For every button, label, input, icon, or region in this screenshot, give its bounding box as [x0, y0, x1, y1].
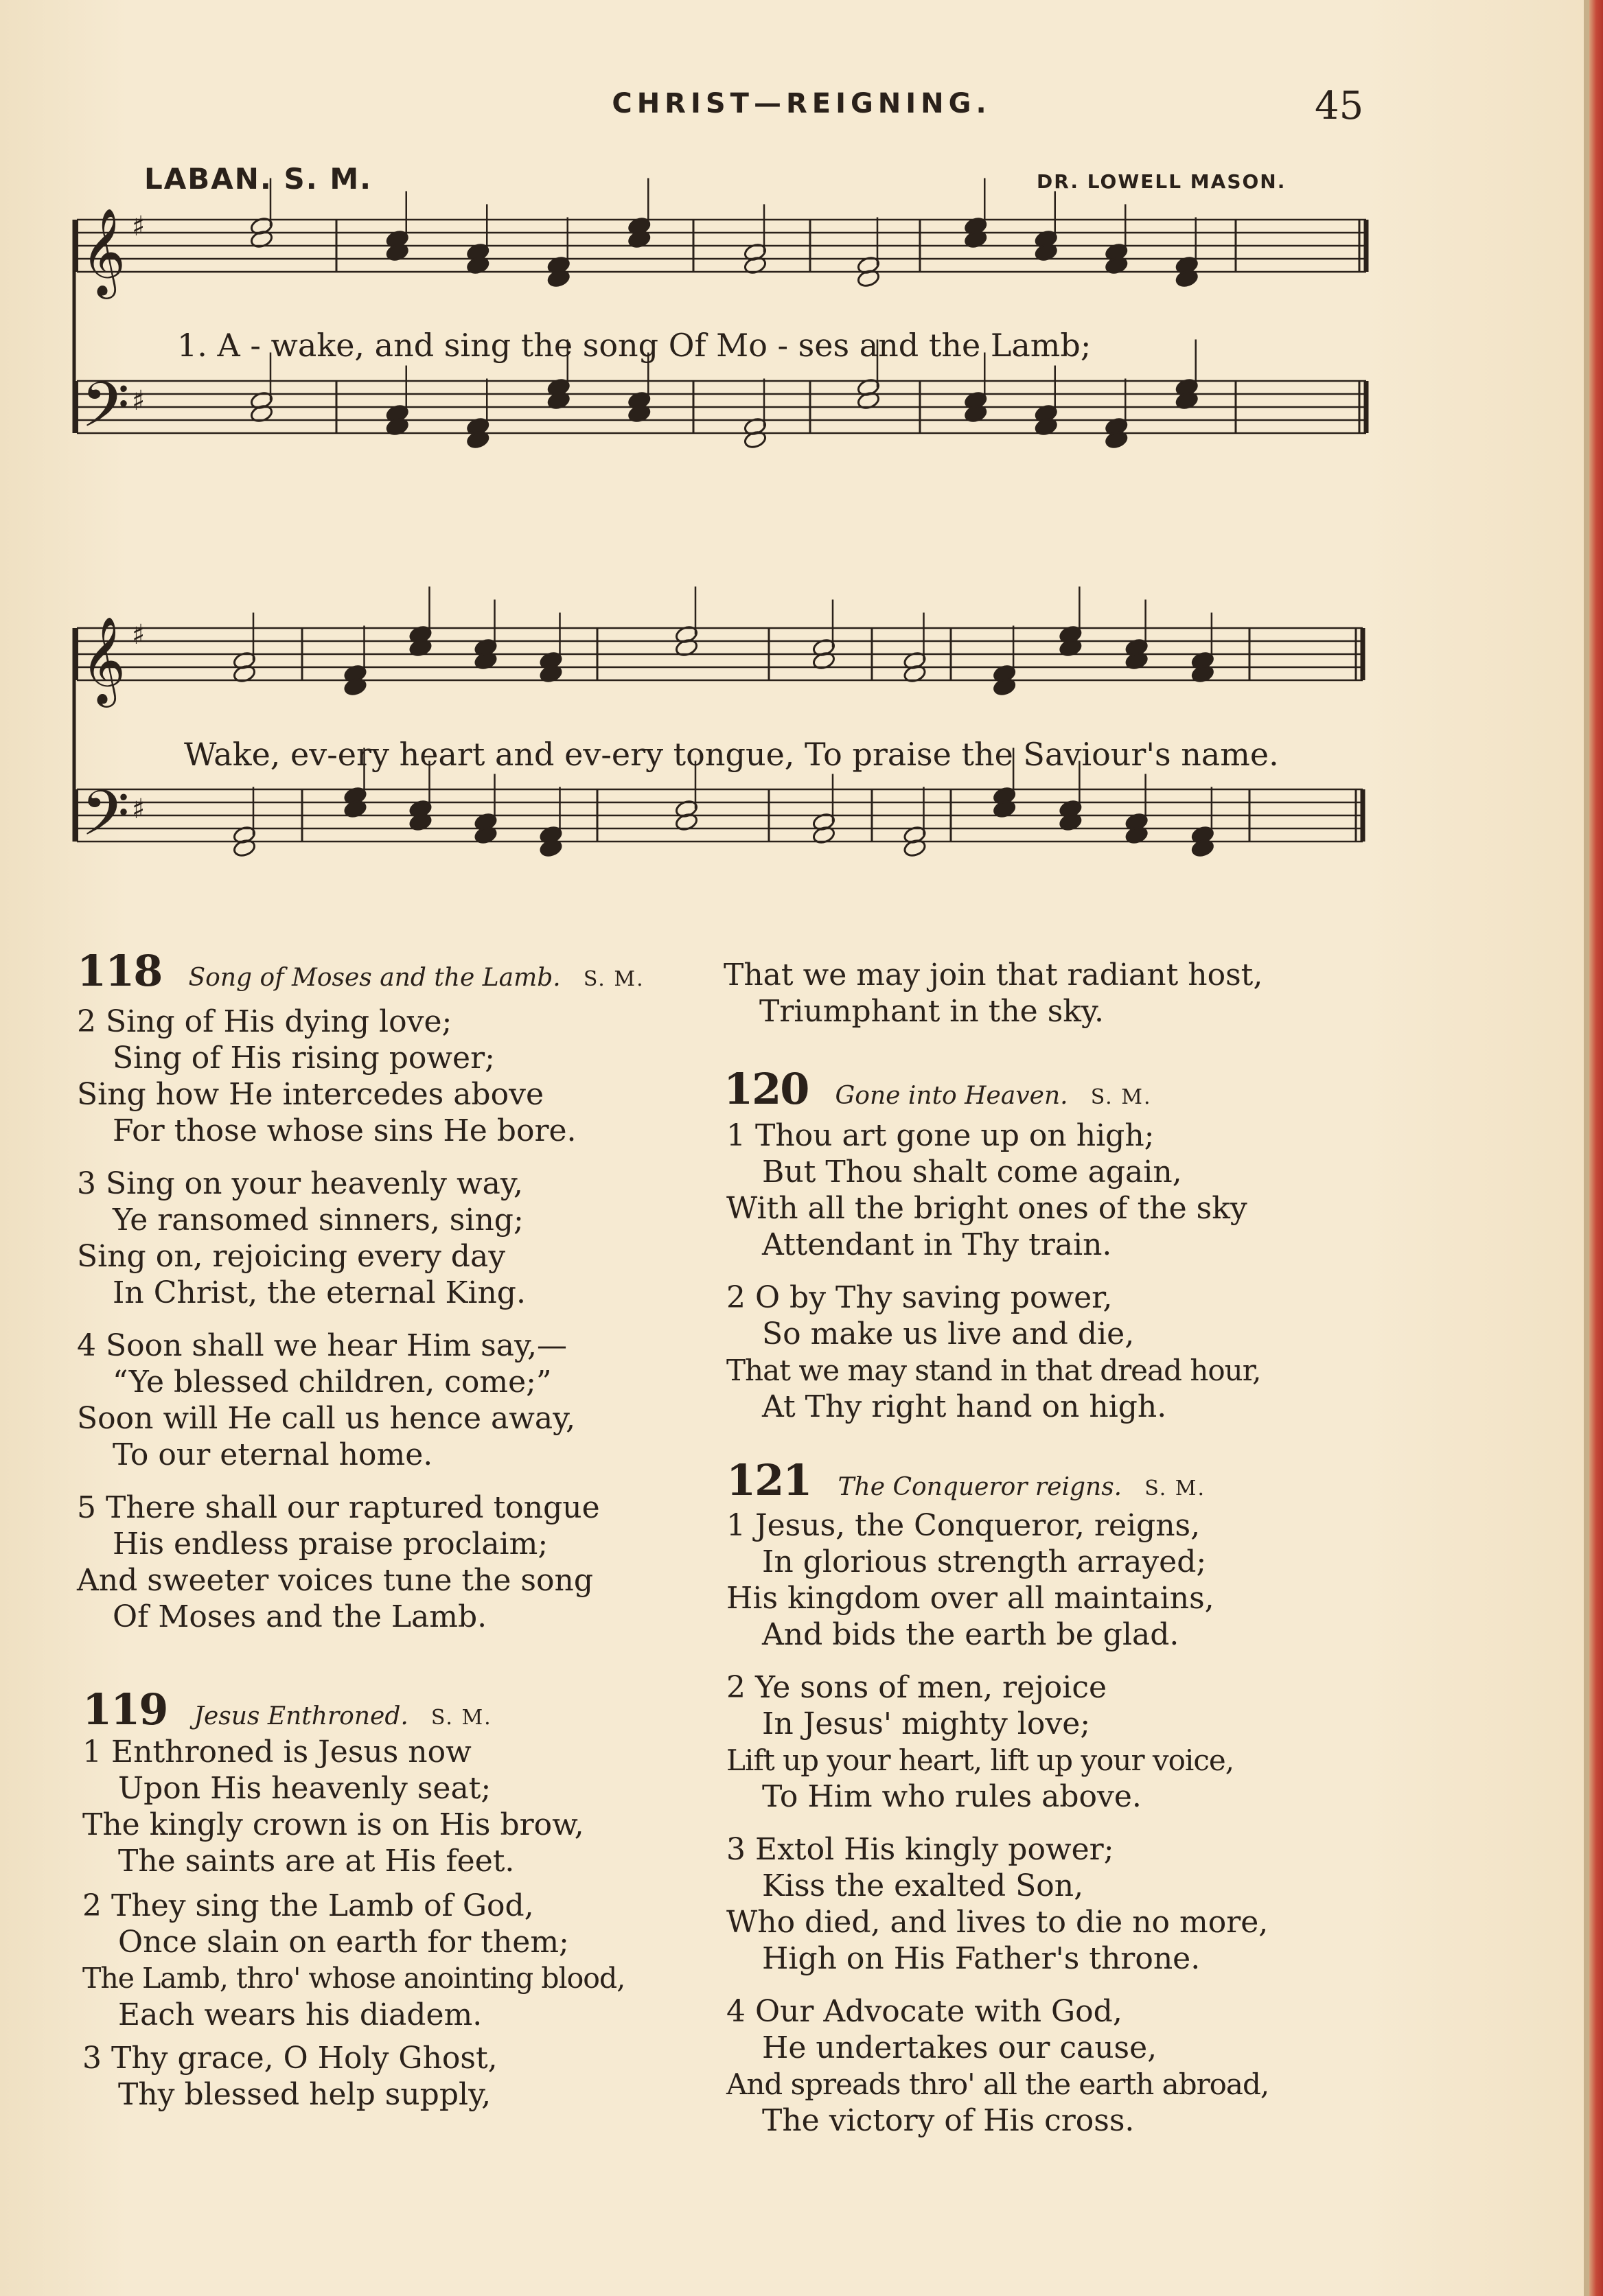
verse-line: 3 Thy grace, O Holy Ghost,: [82, 2041, 498, 2076]
verse-line: At Thy right hand on high.: [762, 1389, 1167, 1424]
verse-line: 1 Jesus, the Conqueror, reigns,: [726, 1508, 1201, 1543]
verse-line: In glorious strength arrayed;: [762, 1544, 1207, 1579]
hymn-118-stanza-3: [77, 1166, 526, 1311]
sharp-icon: ♯: [132, 619, 146, 651]
verse-line: “Ye blessed children, come;”: [113, 1365, 552, 1400]
verse-line: Lift up your heart, lift up your voice,: [726, 1743, 1234, 1777]
verse-line: Sing how He intercedes above: [77, 1077, 544, 1112]
hymn-118-stanza-2: [77, 1004, 577, 1149]
verse-line: 5 There shall our raptured tongue: [77, 1490, 600, 1525]
verse-line: The saints are at His feet.: [118, 1844, 515, 1879]
verse-line: Who died, and lives to die no more,: [726, 1905, 1269, 1940]
hymn-118-heading: [77, 946, 645, 996]
music-score: [0, 0, 1603, 920]
page-number: 45: [1315, 84, 1364, 128]
hymn-meter: S. M.: [1144, 1476, 1206, 1500]
verse-line: Ye ransomed sinners, sing;: [113, 1203, 524, 1238]
hymn-121-stanza-4: [726, 1993, 1269, 2139]
hymn-title: Gone into Heaven.: [835, 1082, 1068, 1110]
treble-clef-icon: 𝄞: [81, 616, 126, 704]
verse-line: Thy blessed help supply,: [118, 2077, 492, 2112]
hymn-118-stanza-5: [77, 1489, 600, 1635]
verse-line: That we may join that radiant host,: [724, 958, 1263, 993]
verse-line: With all the bright ones of the sky: [726, 1191, 1247, 1226]
verse-line: Soon will He call us hence away,: [77, 1401, 576, 1436]
hymn-meter: S. M.: [430, 1706, 492, 1730]
verse-line: High on His Father's throne.: [762, 1941, 1201, 1976]
hymn-121-stanza-3: [726, 1831, 1268, 1977]
hymn-meter: S. M.: [1090, 1085, 1152, 1109]
verse-line: His endless praise proclaim;: [113, 1527, 549, 1562]
verse-line: Upon His heavenly seat;: [118, 1771, 492, 1806]
verse-line: To our eternal home.: [113, 1437, 433, 1472]
running-head: CHRIST—REIGNING.: [612, 88, 991, 119]
verse-line: In Jesus' mighty love;: [762, 1706, 1091, 1741]
verse-line: Each wears his diadem.: [118, 1997, 483, 2032]
verse-line: Sing on, rejoicing every day: [77, 1239, 506, 1274]
hymn-120-heading: [724, 1064, 1152, 1114]
verse-line: Sing of His rising power;: [113, 1041, 495, 1076]
verse-line: 1 Thou art gone up on high;: [726, 1118, 1155, 1153]
composer-credit: DR. LOWELL MASON.: [1037, 170, 1287, 193]
verse-line: And sweeter voices tune the song: [77, 1563, 593, 1598]
hymn-119-heading: [82, 1684, 492, 1735]
verse-line: Attendant in Thy train.: [762, 1227, 1112, 1262]
verse-line: Triumphant in the sky.: [759, 994, 1104, 1029]
verse-line: But Thou shalt come again,: [762, 1155, 1182, 1190]
verse-line: To Him who rules above.: [762, 1779, 1142, 1814]
hymn-119-stanza-3-continued: [724, 957, 1262, 1030]
verse-line: His kingdom over all maintains,: [726, 1581, 1214, 1616]
verse-line: 2 Sing of His dying love;: [77, 1004, 452, 1039]
tune-name: LABAN. S. M.: [144, 162, 373, 196]
verse-line: The victory of His cross.: [762, 2103, 1135, 2138]
verse-line: 4 Our Advocate with God,: [726, 1994, 1122, 2029]
verse-line: Once slain on earth for them;: [118, 1925, 569, 1960]
verse-line: 3 Extol His kingly power;: [726, 1832, 1114, 1867]
score-lyric-line-1: 1. A - wake, and sing the song Of Mo - ses and the Lamb;: [177, 327, 1092, 364]
bass-clef-icon: 𝄢: [81, 777, 130, 865]
verse-line: For those whose sins He bore.: [113, 1113, 577, 1148]
bass-clef-icon: 𝄢: [81, 369, 130, 456]
verse-line: 2 They sing the Lamb of God,: [82, 1888, 534, 1923]
hymn-120-stanza-2: [726, 1279, 1261, 1425]
hymn-title: The Conqueror reigns.: [838, 1473, 1122, 1501]
hymn-number: 118: [77, 946, 162, 996]
verse-line: He undertakes our cause,: [762, 2030, 1157, 2065]
verse-line: So make us live and die,: [762, 1317, 1135, 1352]
verse-line: 4 Soon shall we hear Him say,—: [77, 1328, 567, 1363]
sharp-icon: ♯: [132, 211, 146, 242]
hymn-119-stanza-1: [82, 1734, 584, 1879]
hymn-meter: S. M.: [583, 967, 645, 991]
hymn-119-stanza-2: [82, 1888, 625, 2033]
hymn-120-stanza-1: [726, 1117, 1247, 1263]
hymn-number: 120: [724, 1064, 809, 1114]
treble-clef-icon: 𝄞: [81, 207, 126, 295]
hymn-title: Jesus Enthroned.: [194, 1702, 408, 1730]
hymn-121-heading: [726, 1455, 1206, 1505]
hymn-number: 121: [726, 1455, 811, 1505]
hymn-title: Song of Moses and the Lamb.: [188, 964, 561, 992]
score-lyric-line-2: Wake, ev-ery heart and ev-ery tongue, To praise the Saviour's name.: [184, 736, 1279, 773]
verse-line: 2 Ye sons of men, rejoice: [726, 1670, 1107, 1705]
verse-line: Of Moses and the Lamb.: [113, 1599, 487, 1634]
hymn-118-stanza-4: [77, 1327, 575, 1473]
verse-line: That we may stand in that dread hour,: [726, 1354, 1261, 1387]
verse-line: In Christ, the eternal King.: [113, 1275, 526, 1310]
hymn-121-stanza-1: [726, 1507, 1214, 1653]
verse-line: And bids the earth be glad.: [762, 1617, 1179, 1652]
hymn-121-stanza-2: [726, 1669, 1234, 1815]
hymn-119-stanza-3: [82, 2040, 498, 2113]
hymn-number: 119: [82, 1684, 168, 1735]
verse-line: 3 Sing on your heavenly way,: [77, 1166, 523, 1201]
sharp-icon: ♯: [132, 793, 146, 825]
verse-line: 2 O by Thy saving power,: [726, 1280, 1113, 1315]
verse-line: The kingly crown is on His brow,: [82, 1807, 584, 1842]
verse-line: 1 Enthroned is Jesus now: [82, 1735, 472, 1770]
verse-line: And spreads thro' all the earth abroad,: [726, 2067, 1269, 2101]
verse-line: The Lamb, thro' whose anointing blood,: [82, 1962, 625, 1995]
sharp-icon: ♯: [132, 385, 146, 417]
verse-line: Kiss the exalted Son,: [762, 1868, 1084, 1903]
